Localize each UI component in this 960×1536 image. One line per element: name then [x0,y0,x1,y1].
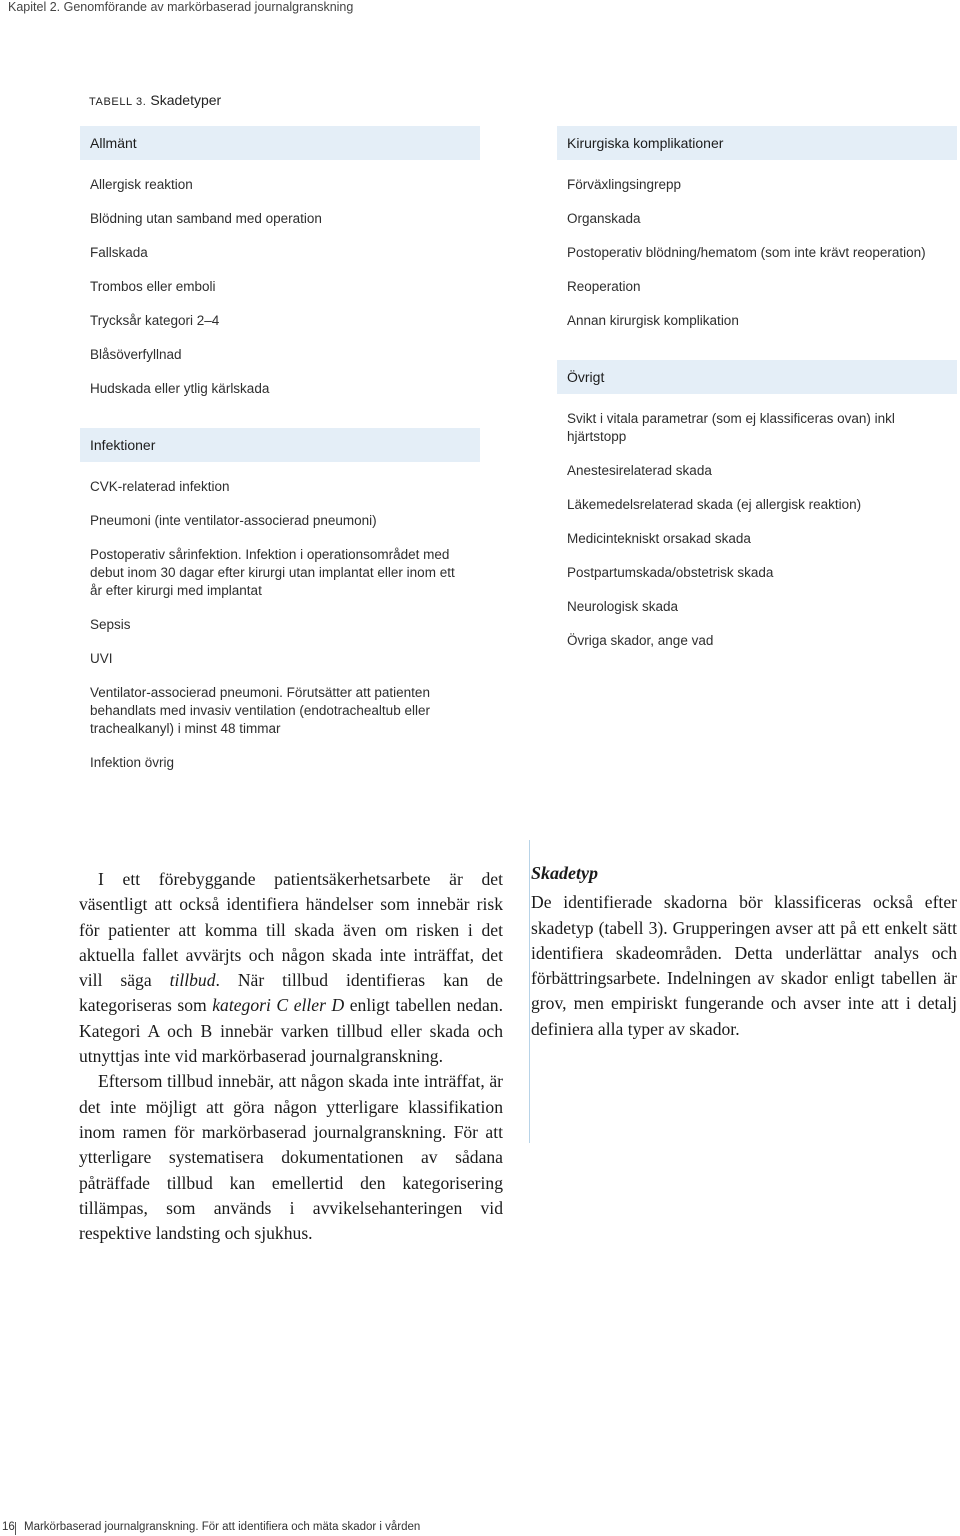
section-subheading: Skadetyp [531,863,598,883]
list-item: Övriga skador, ange vad [567,633,714,648]
list-item: Neurologisk skada [567,599,679,614]
list-item: Blåsöverfyllnad [90,347,182,362]
group-heading-infektioner: Infektioner [80,428,480,462]
list-item: Fallskada [90,245,148,260]
emphasis: kategori C eller D [212,995,345,1016]
list-item: Postpartumskada/obstetrisk skada [567,565,774,580]
list-item: Reoperation [567,279,641,294]
body-text-right [531,861,957,1042]
footer-text: Markörbaserad journalgranskning. För att identifiera och mäta skador i vården [24,1521,421,1533]
group-heading-kirurgiska: Kirurgiska komplikationer [557,126,957,160]
emphasis: tillbud [169,970,216,991]
group-list-infektioner [80,462,480,772]
group-heading-allmant: Allmänt [80,126,480,160]
group-list-allmant [80,160,480,398]
list-item: Postoperativ blödning/hematom (som inte krävt reoperation) [567,245,926,260]
list-item: Blödning utan samband med operation [90,211,322,226]
paragraph: I ett förebyggande patientsäkerhetsarbete är det väsentligt att också identifiera händelser som innebär risk för patienter att komma till skada även om risken i det aktuella fallet avvärjts och någon skada inte inträffat, det vill säga tillbud. När tillbud identifieras kan de kategoriseras som kategori C eller D enligt tabellen nedan. Kategori A och B innebär varken tillbud eller skada och utnyttjas inte vid markörbaserad journalgranskning. [79,869,503,1067]
group-list-ovrigt [557,394,957,650]
footer-rule [15,1522,16,1535]
list-item: Sepsis [90,617,131,632]
table-right-column [557,126,957,650]
list-item: Organskada [567,211,641,226]
group-heading-ovrigt: Övrigt [557,360,957,394]
list-item: Hudskada eller ytlig kärlskada [90,381,270,396]
list-item: CVK-relaterad infektion [90,479,230,494]
list-item: Svikt i vitala parametrar (som ej klassificeras ovan) inkl hjärtstopp [567,411,895,444]
table-caption [89,92,221,108]
page-number: 16 [2,1521,15,1533]
group-list-kirurgiska [557,160,957,330]
table-left-column [80,126,480,772]
table-caption-title: Skadetyper [150,92,222,108]
paragraph: Eftersom tillbud innebär, att någon skada inte inträffat, är det inte möjligt att göra någon ytterligare klassifikation inom ramen för markörbaserad journalgranskning. För att ytterligare systematisera dokumentationen av sådana påträffade tillbud kan emellertid den kategorisering tillämpas, som används i avvikelsehanteringen vid respektive landsting och sjukhus. [79,1071,503,1244]
list-item: Postoperativ sårinfektion. Infektion i operationsområdet med debut inom 30 dagar efter kirurgi utan implantat eller inom ett år efter kirurgi med implantat [90,547,455,598]
list-item: Trycksår kategori 2–4 [90,313,220,328]
list-item: Anestesirelaterad skada [567,463,712,478]
list-item: Läkemedelsrelaterad skada (ej allergisk reaktion) [567,497,862,512]
body-text-left [79,867,503,1246]
list-item: Annan kirurgisk komplikation [567,313,739,328]
list-item: UVI [90,651,113,666]
page-footer [0,1521,420,1533]
column-divider [529,840,530,1143]
list-item: Förväxlingsingrepp [567,177,682,192]
list-item: Trombos eller emboli [90,279,216,294]
list-item: Infektion övrig [90,755,175,770]
running-head: Kapitel 2. Genomförande av markörbaserad journalgranskning [8,0,354,14]
list-item: Ventilator-associerad pneumoni. Förutsätter att patienten behandlats med invasiv ventilation (endotrachealtub eller trachealkanyl) i minst 48 timmar [90,685,430,736]
list-item: Pneumoni (inte ventilator-associerad pneumoni) [90,513,377,528]
table-caption-label: TABELL 3. [89,96,147,108]
list-item: Allergisk reaktion [90,177,193,192]
list-item: Medicintekniskt orsakad skada [567,531,751,546]
paragraph: De identifierade skadorna bör klassificeras också efter skadetyp (tabell 3). Grupperingen avser att på ett enkelt sätt identifiera skadeområden. Detta underlättar analys och förbättringsarbete. Indelningen av skador enligt tabellen är grov, men empiriskt fungerande och avser inte att i detalj definiera alla typer av skador. [531,892,957,1039]
